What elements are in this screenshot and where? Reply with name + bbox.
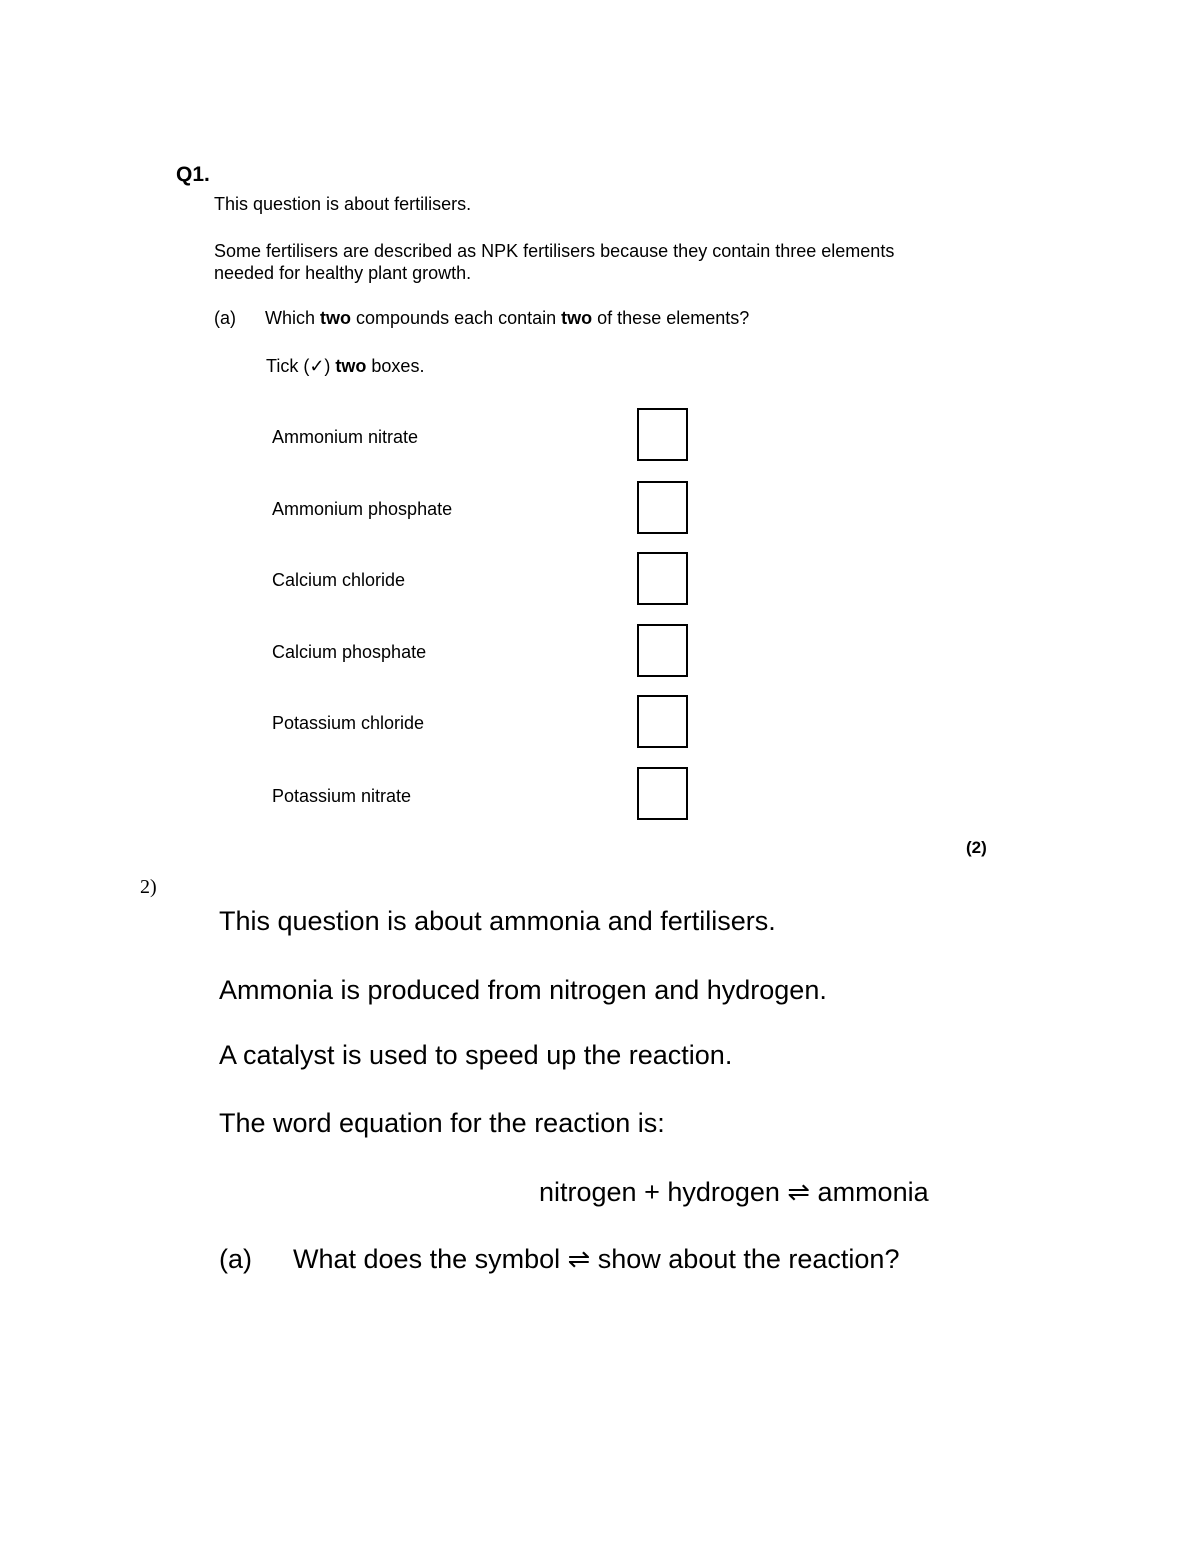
option-label-potassium-chloride: Potassium chloride (272, 713, 425, 733)
tick-box-potassium-chloride[interactable] (637, 695, 688, 748)
question-text-segment: Which (265, 308, 321, 328)
question-text-segment: compounds each contain (351, 308, 562, 328)
option-label-ammonium-phosphate: Ammonium phosphate (272, 499, 453, 519)
question-2-line-equation-intro: The word equation for the reaction is: (219, 1108, 665, 1138)
question-text-segment: of these elements? (592, 308, 750, 328)
option-label-calcium-chloride: Calcium chloride (272, 570, 406, 590)
instruction-segment: boxes. (366, 356, 425, 376)
question-text-emphasis: two (320, 308, 352, 328)
tick-instruction (266, 356, 424, 377)
question-2-line-ammonia: Ammonia is produced from nitrogen and hydrogen. (219, 975, 827, 1005)
tick-box-potassium-nitrate[interactable] (637, 767, 688, 820)
option-label-potassium-nitrate: Potassium nitrate (272, 786, 412, 806)
instruction-emphasis: two (335, 356, 367, 376)
question-1-number: Q1. (176, 163, 210, 186)
option-label-ammonium-nitrate: Ammonium nitrate (272, 427, 419, 447)
instruction-segment: Tick (✓) (266, 356, 336, 376)
tick-box-calcium-chloride[interactable] (637, 552, 688, 605)
question-2-intro: This question is about ammonia and fertilisers. (219, 906, 776, 936)
question-text-emphasis: two (561, 308, 593, 328)
word-equation: nitrogen + hydrogen ⇌ ammonia (539, 1177, 929, 1207)
question-2-line-catalyst: A catalyst is used to speed up the reaction. (219, 1040, 733, 1070)
question-1-part-a-text (265, 308, 749, 329)
question-1-description: Some fertilisers are described as NPK fertilisers because they contain three elements needed for healthy plant growth. (214, 241, 895, 283)
question-2-part-a-label: (a) (219, 1244, 252, 1274)
question-1-intro: This question is about fertilisers. (214, 194, 472, 214)
tick-box-calcium-phosphate[interactable] (637, 624, 688, 677)
question-2-part-a-text: What does the symbol ⇌ show about the reaction? (293, 1244, 900, 1274)
tick-box-ammonium-phosphate[interactable] (637, 481, 688, 534)
tick-box-ammonium-nitrate[interactable] (637, 408, 688, 461)
marks-indicator: (2) (966, 838, 987, 857)
question-1-part-a-label: (a) (214, 308, 236, 328)
option-label-calcium-phosphate: Calcium phosphate (272, 642, 427, 662)
question-2-number: 2) (140, 876, 157, 898)
